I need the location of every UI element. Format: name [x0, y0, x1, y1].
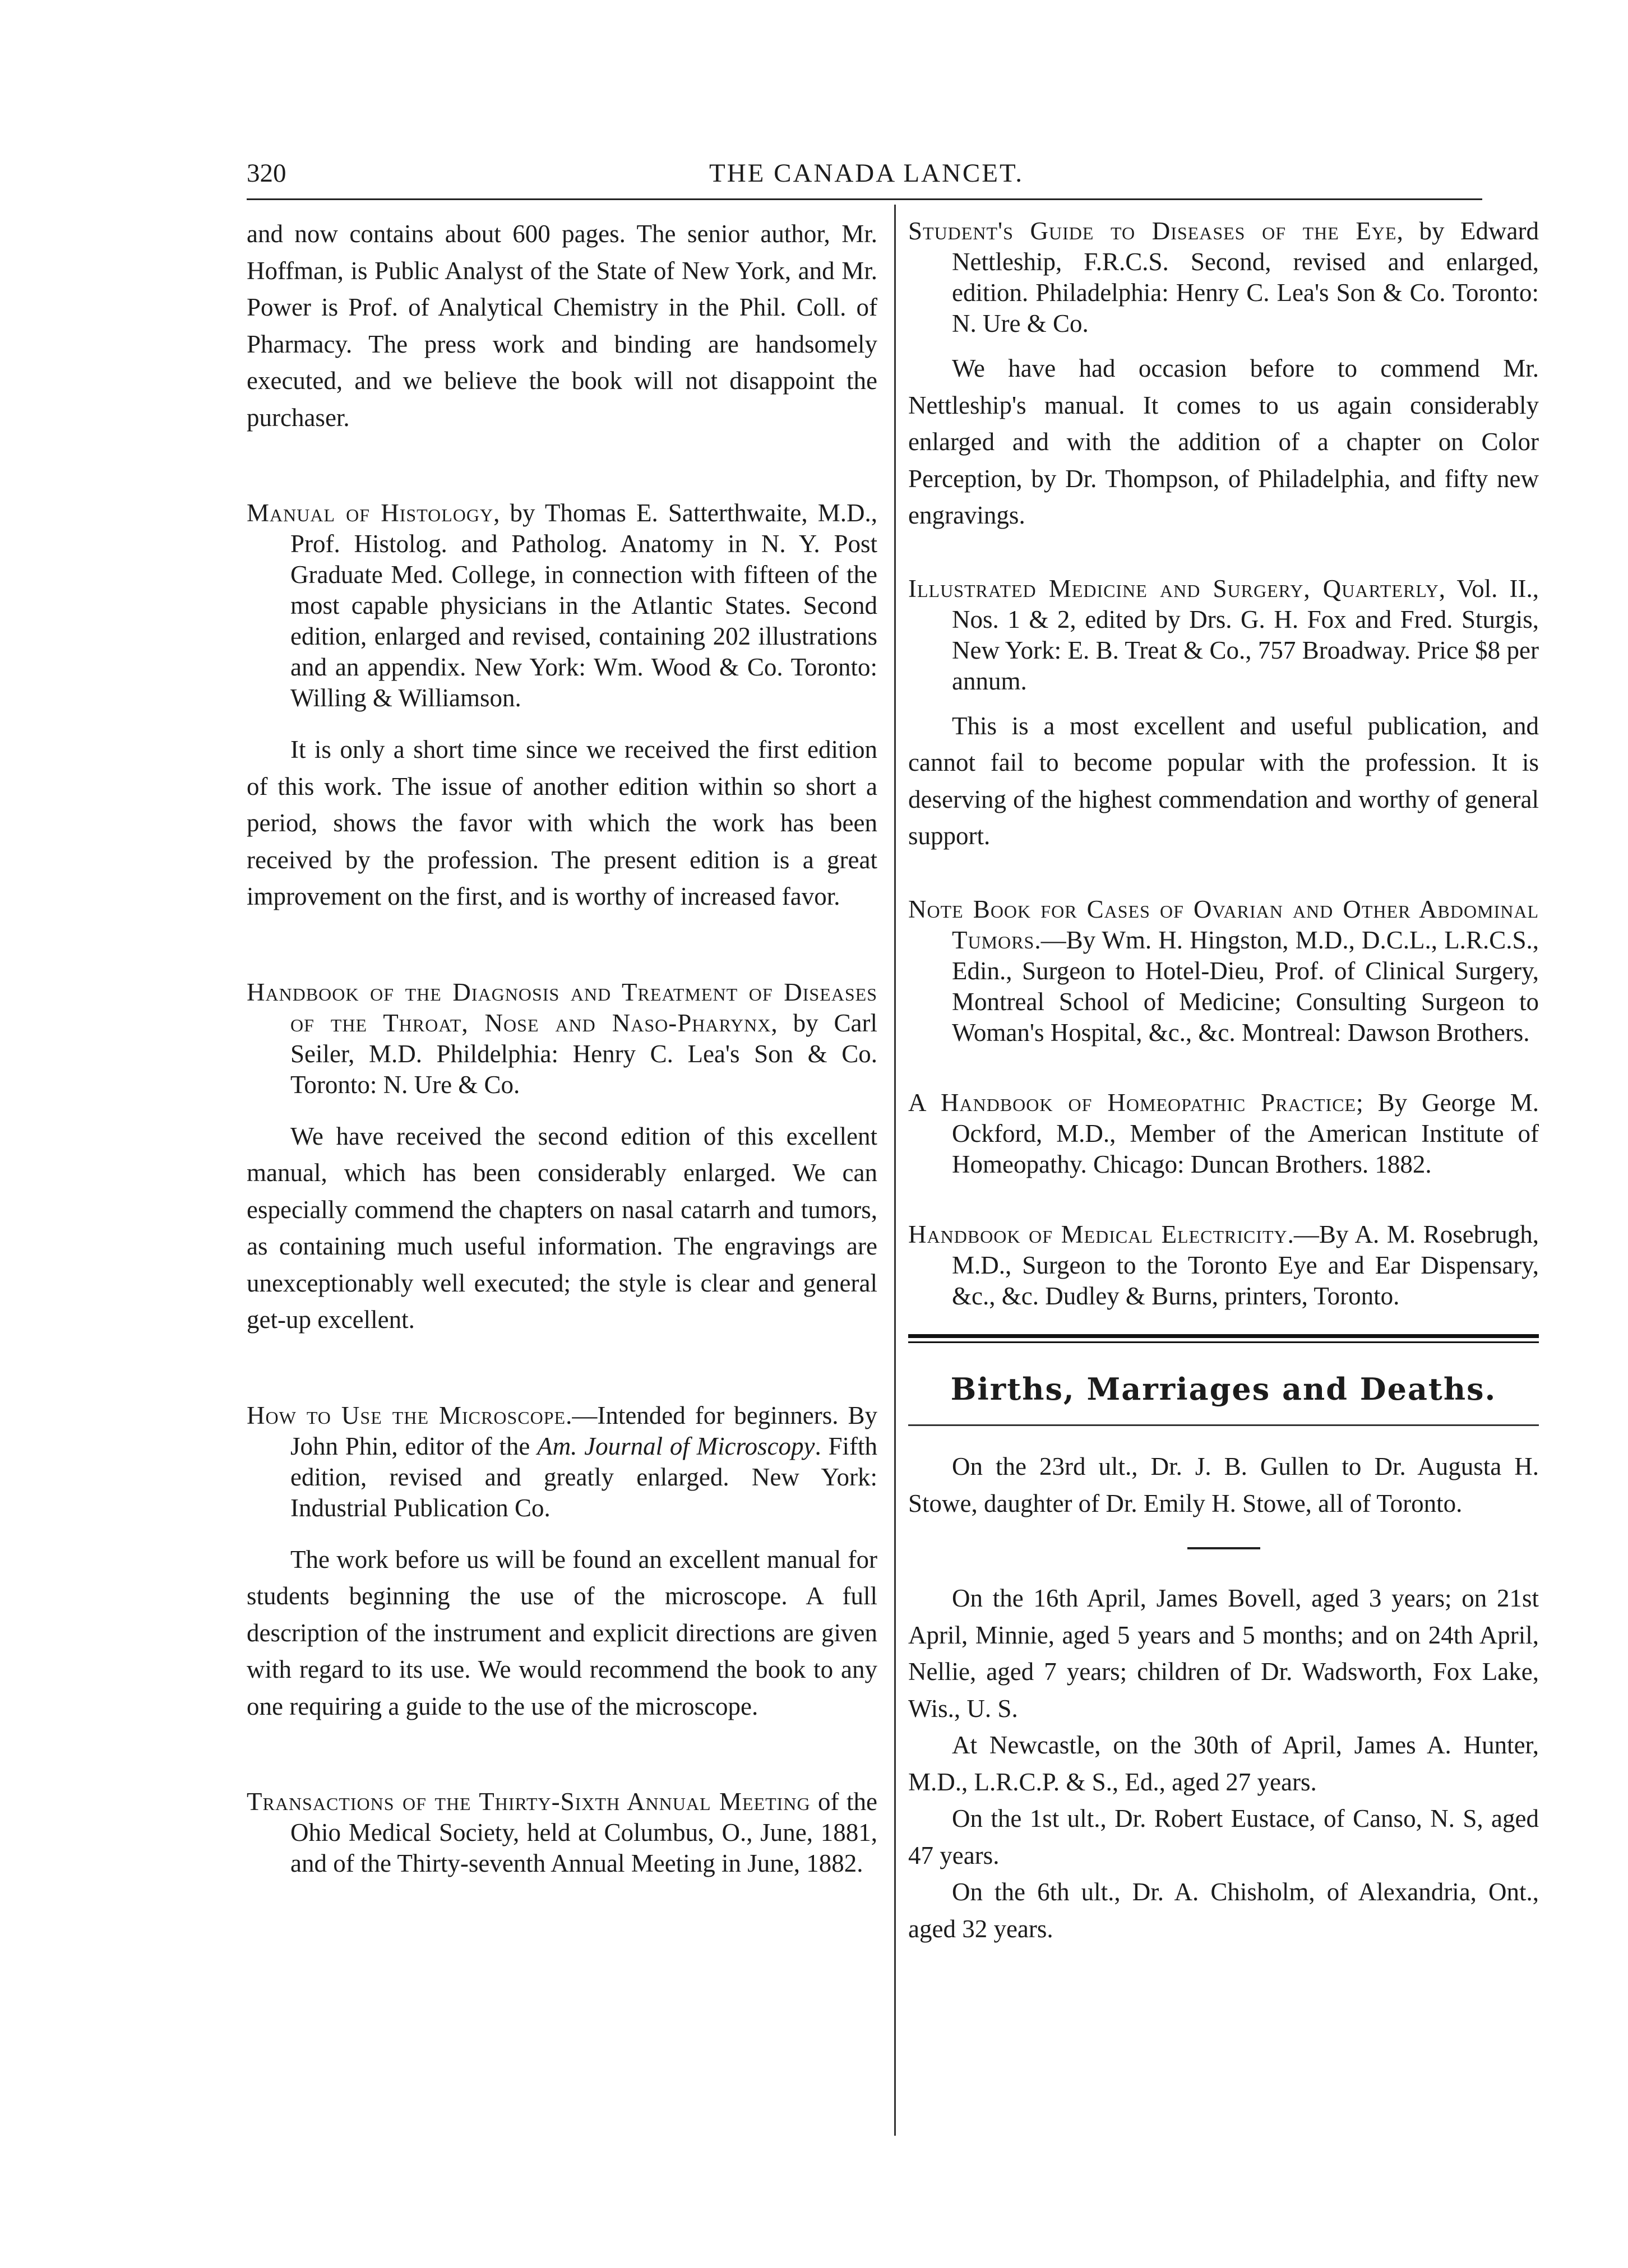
histology-entry	[247, 498, 877, 714]
right-column	[908, 216, 1539, 1947]
eye-citation: , by Edward Nettleship, F.R.C.S. Second, revised and enlarged, edition. Philadelphia: Henry C. Lea's Son & Co. Toronto: N. Ure & Co.	[952, 217, 1539, 337]
header-rule	[247, 198, 1482, 200]
throat-review: We have received the second edition of this excellent manual, which has been considerably enlarged. We can especially commend the chapters on nasal catarrh and tumors, as containing much useful information. The engravings are unexceptionably well executed; the style is clear and general get-up excellent.	[247, 1122, 877, 1334]
illustrated-review: This is a most excellent and useful publication, and cannot fail to become popular with the profession. It is deserving of the highest commendation and worthy of general support.	[908, 711, 1539, 850]
page-number: 320	[247, 159, 286, 188]
notice-marriage: On the 23rd ult., Dr. J. B. Gullen to Dr. Augusta H. Stowe, daughter of Dr. Emily H. Stowe, all of Toronto.	[908, 1452, 1539, 1517]
histology-title: Manual of Histology	[247, 499, 494, 527]
throat-title: Handbook of the Diagnosis and Treatment of Diseases of the Throat, Nose and Naso-Pharynx	[247, 978, 877, 1037]
section-rule-thin	[908, 1341, 1539, 1343]
eye-review: We have had occasion before to commend Mr. Nettleship's manual. It comes to us again considerably enlarged and with the addition of a chapter on Color Perception, by Dr. Thompson, of Philadelphia, and fifty new engravings.	[908, 354, 1539, 529]
intro-paragraph: and now contains about 600 pages. The senior author, Mr. Hoffman, is Public Analyst of the State of New York, and Mr. Power is Prof. of Analytical Chemistry in the Phil. Coll. of Pharmacy. The press work and binding are handsomely executed, and we believe the book will not disappoint the purchaser.	[247, 220, 877, 432]
electricity-entry	[908, 1219, 1539, 1312]
births-heading: Births, Marriages and Deaths.	[950, 1371, 1497, 1407]
notice-separator	[1187, 1547, 1260, 1549]
microscope-title: How to Use the Microscope	[247, 1401, 566, 1429]
homeopathic-entry	[908, 1087, 1539, 1180]
electricity-citation: .—By A. M. Rosebrugh, M.D., Surgeon to the Toronto Eye and Ear Dispensary, &c., &c. Dudley & Burns, printers, Toronto.	[952, 1220, 1539, 1310]
section-rule-thick	[908, 1334, 1539, 1338]
births-heading-rule	[908, 1424, 1539, 1426]
homeopathic-title: A Handbook of Homeopathic Practice	[908, 1088, 1357, 1117]
notebook-citation: .—By Wm. H. Hingston, M.D., D.C.L., L.R.C.S., Edin., Surgeon to Hotel-Dieu, Prof. of Clinical Surgery, Montreal School of Medicine; Consulting Surgeon to Woman's Hospital, &c., &c. Montreal: Dawson Brothers.	[952, 925, 1539, 1047]
microscope-citation-after: . Fifth edition, revised and greatly enlarged. New York: Industrial Publication Co.	[290, 1432, 877, 1522]
illustrated-title: Illustrated Medicine and Surgery, Quarterly	[908, 574, 1439, 603]
eye-entry	[908, 216, 1539, 339]
electricity-title: Handbook of Medical Electricity	[908, 1220, 1288, 1248]
histology-review: It is only a short time since we received the first edition of this work. The issue of another edition within so short a period, shows the favor with which the work has been received by the profession. The present edition is a great improvement on the first, and is worthy of increased favor.	[247, 735, 877, 910]
left-column	[247, 216, 877, 1879]
transactions-entry	[247, 1786, 877, 1879]
illustrated-entry	[908, 573, 1539, 697]
notice-death-eustace: On the 1st ult., Dr. Robert Eustace, of Canso, N. S, aged 47 years.	[908, 1804, 1539, 1869]
homeopathic-citation: ; By George M. Ockford, M.D., Member of the American Institute of Homeopathy. Chicago: Duncan Brothers. 1882.	[952, 1088, 1539, 1178]
notice-death-chisholm: On the 6th ult., Dr. A. Chisholm, of Alexandria, Ont., aged 32 years.	[908, 1878, 1539, 1943]
column-divider	[894, 205, 896, 2136]
transactions-citation: of the Ohio Medical Society, held at Columbus, O., June, 1881, and of the Thirty-seventh Annual Meeting in June, 1882.	[290, 1788, 878, 1877]
notebook-entry	[908, 894, 1539, 1048]
microscope-citation-before: .—Intended for beginners. By John Phin, editor of the	[290, 1401, 877, 1460]
microscope-journal: Am. Journal of Microscopy	[537, 1432, 815, 1460]
eye-title: Student's Guide to Diseases of the Eye	[908, 217, 1397, 245]
microscope-entry	[247, 1400, 877, 1524]
throat-entry	[247, 977, 877, 1100]
transactions-title: Transactions of the Thirty-Sixth Annual Meeting	[247, 1788, 811, 1816]
illustrated-citation: , Vol. II., Nos. 1 & 2, edited by Drs. G. H. Fox and Fred. Sturgis, New York: E. B. Treat & Co., 757 Broadway. Price $8 per annum.	[952, 574, 1539, 695]
microscope-review: The work before us will be found an excellent manual for students beginning the use of the microscope. A full description of the instrument and explicit directions are given with regard to its use. We would recommend the book to any one requiring a guide to the use of the microscope.	[247, 1545, 877, 1720]
histology-citation: , by Thomas E. Satterthwaite, M.D., Prof. Histolog. and Patholog. Anatomy in N. Y. Post Graduate Med. College, in connection with fifteen of the most capable physicians in the Atlantic States. Second edition, enlarged and revised, containing 202 illustrations and an appendix. New York: Wm. Wood & Co. Toronto: Willing & Williamson.	[290, 499, 877, 712]
throat-citation: , by Carl Seiler, M.D. Phildelphia: Henry C. Lea's Son & Co. Toronto: N. Ure & Co.	[290, 1008, 877, 1099]
running-title: THE CANADA LANCET.	[709, 159, 1024, 188]
notebook-title: Note Book for Cases of Ovarian and Other Abdominal Tumors	[908, 895, 1539, 954]
notice-deaths-wadsworth: On the 16th April, James Bovell, aged 3 years; on 21st April, Minnie, aged 5 years and 5 months; and on 24th April, Nellie, aged 7 years; children of Dr. Wadsworth, Fox Lake, Wis., U. S.	[908, 1584, 1539, 1723]
notice-death-hunter: At Newcastle, on the 30th of April, James A. Hunter, M.D., L.R.C.P. & S., Ed., aged 27 years.	[908, 1731, 1539, 1796]
